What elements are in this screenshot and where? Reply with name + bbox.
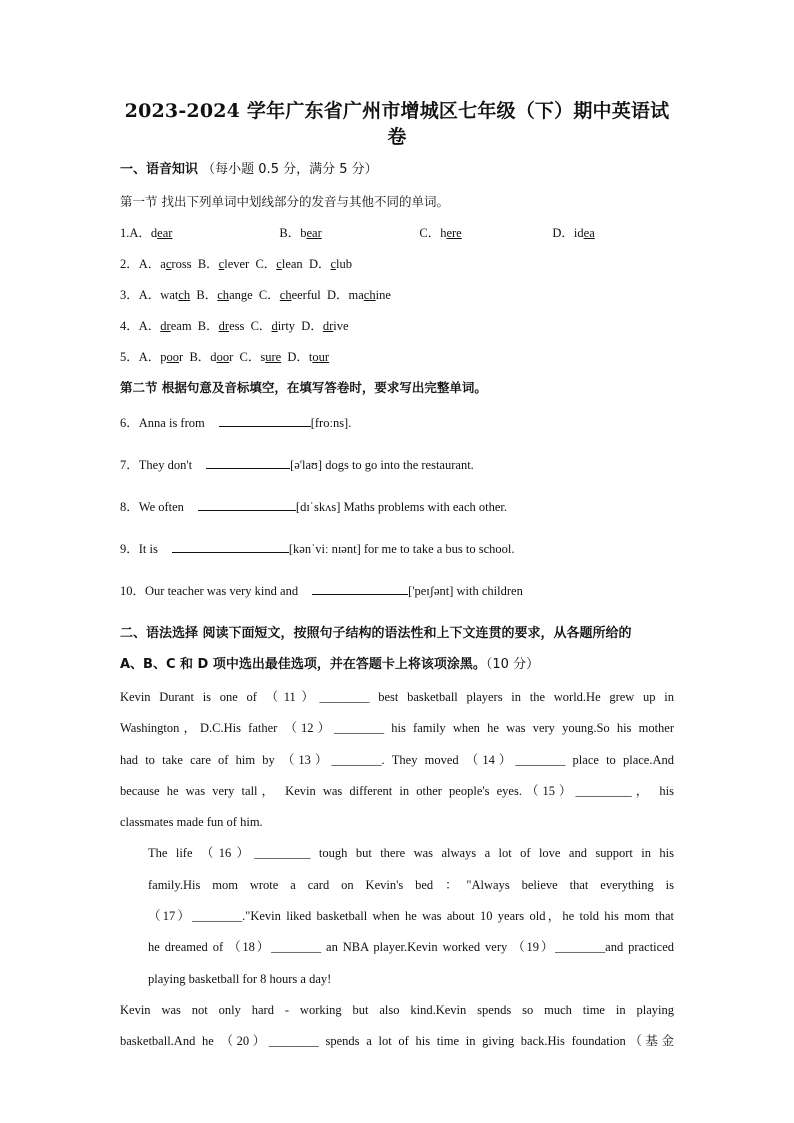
passage-line: Washington，D.C.His father （12）________ his family when he was very young.So his mother — [120, 721, 674, 736]
item-text-after: Maths problems with each other. — [340, 500, 508, 514]
fill-in-item — [120, 496, 674, 517]
passage-line: because he was very tall， Kevin was different in other people's eyes.（15）_________， his — [120, 783, 674, 798]
option-prefix: B． — [196, 288, 218, 302]
underlined-letters: c — [218, 257, 225, 271]
passage-line: （17）________."Kevin liked basketball when he was about 10 years old，he told his mom that — [148, 909, 674, 924]
phonetic-hint: [dɪˈskʌs] — [295, 500, 341, 514]
option-prefix: A．d — [129, 226, 158, 240]
underlined-letters: ere — [446, 226, 462, 240]
answer-blank[interactable] — [312, 580, 408, 595]
part1-heading: 第一节 找出下列单词中划线部分的发音与其他不同的单词。 — [120, 194, 449, 209]
option-prefix: A． — [138, 319, 161, 333]
item-number: 8． — [120, 500, 139, 514]
option-prefix: C．s — [239, 350, 266, 364]
passage-paragraph-1 — [120, 682, 674, 838]
question-row — [120, 254, 674, 274]
question-number: 2． — [120, 257, 139, 271]
option-prefix: D．ma — [326, 288, 364, 302]
question-row — [120, 285, 674, 305]
option-suffix: lean — [281, 257, 303, 271]
option-c — [251, 319, 295, 333]
option-suffix: ross — [171, 257, 192, 271]
option-d — [309, 257, 352, 271]
underlined-letters: dr — [218, 319, 230, 333]
option-prefix: A．p — [138, 350, 167, 364]
option-suffix: eam — [170, 319, 192, 333]
phonetic-hint: [froːns]. — [310, 416, 352, 430]
fill-in-item — [120, 538, 674, 559]
item-text-after: with children — [453, 584, 523, 598]
underlined-letters: ch — [363, 288, 376, 302]
underlined-letters: dr — [160, 319, 171, 333]
item-text-before: Our teacher was very kind and — [145, 584, 299, 598]
option-prefix: C． — [258, 288, 280, 302]
question-number: 4． — [120, 319, 139, 333]
phonetic-hint: ['peɪʃənt] — [408, 584, 454, 598]
option-suffix: eerful — [291, 288, 321, 302]
option-b — [198, 319, 245, 333]
option-prefix: B．d — [189, 350, 217, 364]
option-prefix: C． — [250, 319, 272, 333]
question-number: 5． — [120, 350, 139, 364]
question-number: 3． — [120, 288, 139, 302]
passage-paragraph-3 — [120, 995, 674, 1058]
item-text-after: for me to take a bus to school. — [360, 542, 515, 556]
option-a — [139, 319, 192, 333]
passage-line: playing basketball for 8 hours a day! — [148, 971, 332, 986]
item-text-before: We often — [138, 500, 184, 514]
option-prefix: D． — [308, 257, 331, 271]
underlined-letters: our — [312, 350, 330, 364]
question-row — [120, 316, 674, 336]
question-row — [120, 223, 674, 243]
option-prefix: C． — [255, 257, 277, 271]
section2-score-note: （10 分） — [485, 657, 540, 672]
option-c — [255, 257, 302, 271]
option-suffix: irty — [277, 319, 296, 333]
answer-blank[interactable] — [206, 454, 290, 469]
answer-blank[interactable] — [198, 496, 296, 511]
fill-in-questions — [120, 412, 674, 601]
page-title: 2023-2024 学年广东省广州市增城区七年级（下）期中英语试卷 — [124, 100, 670, 148]
option-suffix: ive — [333, 319, 349, 333]
item-number: 7． — [120, 458, 139, 472]
passage-line: had to take care of him by （13）________. They moved （14）________ place to place.And — [120, 752, 674, 767]
option-suffix: lub — [336, 257, 353, 271]
option-prefix: D．id — [552, 226, 584, 240]
option-c — [419, 223, 552, 243]
option-suffix: ange — [229, 288, 253, 302]
underlined-letters: ch — [279, 288, 292, 302]
passage-line: The life （16）_________ tough but there was always a lot of love and support in his — [148, 846, 674, 861]
answer-blank[interactable] — [172, 538, 289, 553]
fill-in-item — [120, 580, 674, 601]
passage-paragraph-2 — [120, 838, 674, 994]
underlined-letters: c — [165, 257, 172, 271]
option-c — [239, 350, 281, 364]
option-c — [259, 288, 321, 302]
underlined-letters: ear — [157, 226, 173, 240]
option-a — [139, 257, 192, 271]
underlined-letters: ure — [265, 350, 282, 364]
question-row — [120, 347, 674, 367]
option-d — [327, 288, 391, 302]
item-text-before: Anna is from — [138, 416, 205, 430]
option-suffix: ess — [229, 319, 245, 333]
option-d — [552, 226, 594, 240]
option-b — [196, 288, 252, 302]
item-text-after: dogs to go into the restaurant. — [322, 458, 474, 472]
option-prefix: B．b — [279, 226, 307, 240]
option-d — [287, 350, 329, 364]
underlined-letters: ea — [583, 226, 595, 240]
option-prefix: A．wat — [138, 288, 179, 302]
option-prefix: D． — [301, 319, 323, 333]
option-suffix: r — [229, 350, 234, 364]
underlined-letters: oo — [216, 350, 230, 364]
phonetic-hint: [ə'laʊ] — [290, 458, 323, 472]
underlined-letters: ear — [306, 226, 322, 240]
underlined-letters: oo — [166, 350, 180, 364]
underlined-letters: c — [330, 257, 337, 271]
section2-heading — [120, 618, 674, 680]
phonetic-hint: [kənˈviː nɪənt] — [288, 542, 361, 556]
option-d — [301, 319, 348, 333]
underlined-letters: ch — [217, 288, 230, 302]
item-text-before: They don't — [138, 458, 193, 472]
section1-note: （每小题 0.5 分，满分 5 分） — [202, 162, 378, 177]
underlined-letters: c — [276, 257, 282, 271]
section1-title: 一、语音知识 — [120, 162, 199, 177]
option-suffix: lever — [224, 257, 250, 271]
question-number: 1. — [120, 226, 130, 240]
underlined-letters: dr — [322, 319, 334, 333]
item-number: 6． — [120, 416, 139, 430]
underlined-letters: ch — [178, 288, 191, 302]
section2-heading-line2 — [120, 649, 674, 680]
pronunciation-questions — [120, 223, 674, 367]
option-prefix: A．a — [138, 257, 166, 271]
passage-line: family.His mom wrote a card on Kevin's bed ："Always believe that everything is — [148, 877, 674, 892]
item-text-before: It is — [138, 542, 158, 556]
option-prefix: C．h — [419, 226, 447, 240]
passage-line: Kevin Durant is one of （11）________ best basketball players in the world.He grew up in — [120, 690, 674, 704]
fill-in-item — [120, 412, 674, 433]
option-a — [139, 288, 190, 302]
section2-heading-line2-bold: A、B、C 和 D 项中选出最佳选项，并在答题卡上将该项涂黑。 — [120, 657, 486, 672]
passage-line: classmates made fun of him. — [120, 815, 263, 830]
option-prefix: B． — [197, 257, 219, 271]
option-prefix: D．t — [287, 350, 313, 364]
item-number: 9． — [120, 542, 139, 556]
passage-line: he dreamed of （18）________ an NBA player.Kevin worked very （19）________and practiced — [148, 940, 674, 955]
answer-blank[interactable] — [219, 412, 311, 427]
underlined-letters: d — [271, 319, 278, 333]
section2-heading-line1: 二、语法选择 阅读下面短文，按照句子结构的语法性和上下文连贯的要求，从各题所给的 — [120, 626, 632, 641]
option-prefix: B． — [197, 319, 219, 333]
part2-heading: 第二节 根据句意及音标填空，在填写答卷时，要求写出完整单词。 — [120, 380, 487, 395]
option-a — [139, 350, 183, 364]
item-number: 10． — [120, 584, 146, 598]
passage-line: Kevin was not only hard - working but also kind.Kevin spends so much time in playing — [120, 1002, 674, 1017]
option-suffix: ine — [375, 288, 391, 302]
option-b — [198, 257, 249, 271]
option-suffix: r — [179, 350, 184, 364]
option-b — [189, 350, 233, 364]
passage-line: basketball.And he （20）________ spends a lot of his time in giving back.His foundation（基金 — [120, 1034, 674, 1049]
option-b — [279, 223, 419, 243]
fill-in-item — [120, 454, 674, 475]
option-a — [129, 223, 279, 243]
section1-heading — [120, 160, 674, 180]
